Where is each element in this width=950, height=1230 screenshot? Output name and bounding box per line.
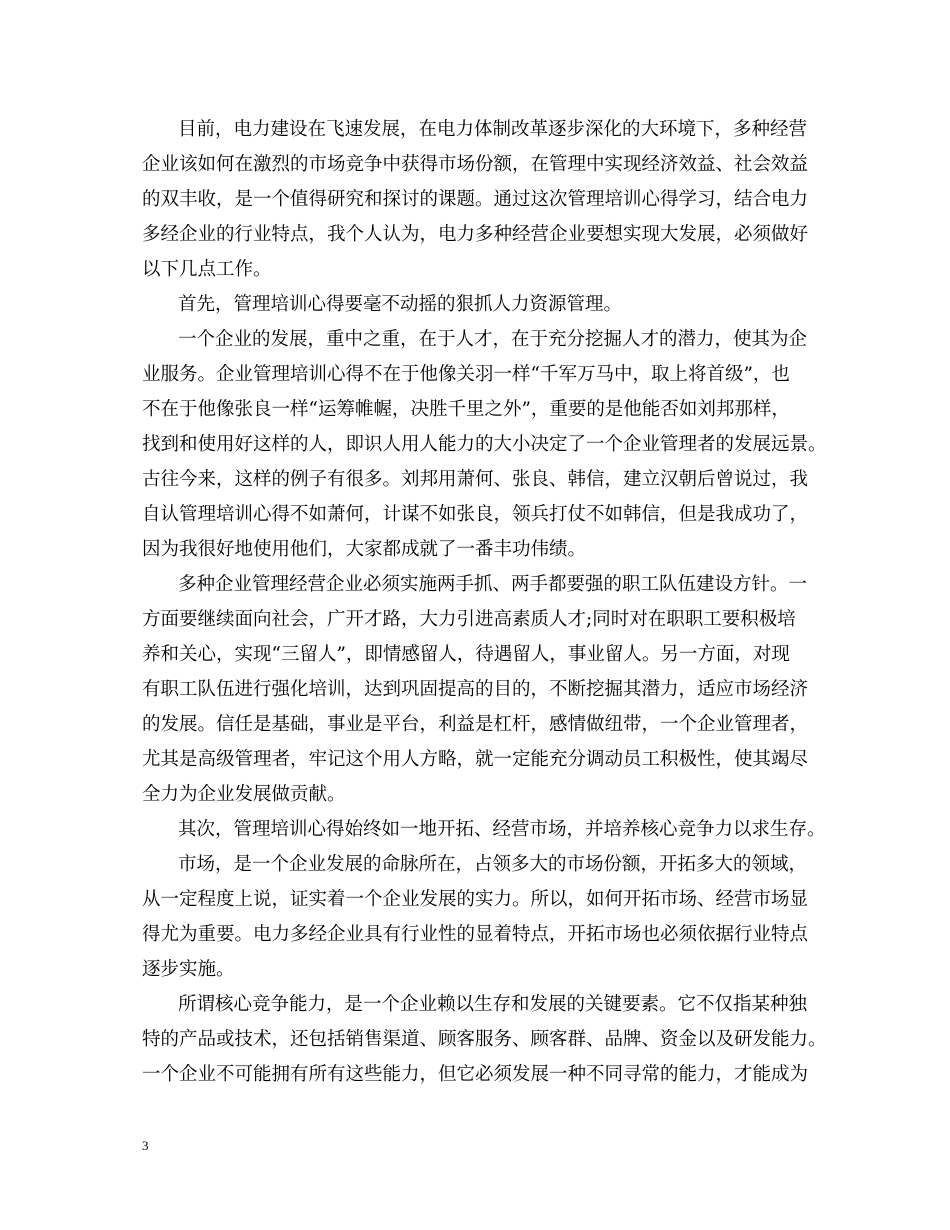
text-line: 尤其是高级管理者，牢记这个用人方略，就一定能充分调动员工积极性，使其竭尽 bbox=[142, 749, 809, 770]
text-line: 逐步实施。 bbox=[142, 959, 235, 980]
text-line: 一个企业不可能拥有所有这些能力，但它必须发展一种不同寻常的能力，才能成为 bbox=[142, 1064, 809, 1085]
text-line: 多经企业的行业特点，我个人认为，电力多种经营企业要想实现大发展，必须做好 bbox=[142, 224, 809, 245]
text-line: 首先，管理培训心得要毫不动摇的狠抓人力资源管理。 bbox=[178, 294, 623, 315]
text-line: 其次，管理培训心得始终如一地开拓、经营市场，并培养核心竞争力以求生存。 bbox=[178, 819, 826, 840]
text-line: 方面要继续面向社会，广开才路，大力引进高素质人才;同时对在职职工要积极培 bbox=[142, 609, 796, 630]
text-line: 因为我很好地使用他们，大家都成就了一番丰功伟绩。 bbox=[142, 539, 587, 560]
text-line: 自认管理培训心得不如萧何，计谋不如张良，领兵打仗不如韩信，但是我成功了， bbox=[142, 504, 809, 525]
text-line: 有职工队伍进行强化培训，达到巩固提高的目的，不断挖掘其潜力，适应市场经济 bbox=[142, 679, 809, 700]
page-number: 3 bbox=[142, 1138, 149, 1153]
text-line: 从一定程度上说，证实着一个企业发展的实力。所以，如何开拓市场、经营市场显 bbox=[142, 889, 809, 910]
text-line: 找到和使用好这样的人，即识人用人能力的大小决定了一个企业管理者的发展远景。 bbox=[142, 434, 827, 455]
text-line: 的双丰收，是一个值得研究和探讨的课题。通过这次管理培训心得学习，结合电力 bbox=[142, 189, 809, 210]
text-line: 得尤为重要。电力多经企业具有行业性的显着特点，开拓市场也必须依据行业特点 bbox=[142, 924, 809, 945]
text-line: 不在于他像张良一样“运筹帷幄，决胜千里之外”，重要的是他能否如刘邦那样， bbox=[142, 399, 790, 420]
text-line: 市场，是一个企业发展的命脉所在，占领多大的市场份额，开拓多大的领域， bbox=[178, 854, 808, 875]
text-line: 以下几点工作。 bbox=[142, 259, 272, 280]
text-line: 业服务。企业管理培训心得不在于他像关羽一样“千军万马中，取上将首级”，也 bbox=[142, 364, 790, 385]
text-line: 多种企业管理经营企业必须实施两手抓、两手都要强的职工队伍建设方针。一 bbox=[178, 574, 808, 595]
text-line: 的发展。信任是基础，事业是平台，利益是杠杆，感情做纽带，一个企业管理者， bbox=[142, 714, 809, 735]
text-line: 特的产品或技术，还包括销售渠道、顾客服务、顾客群、品牌、资金以及研发能力。 bbox=[142, 1029, 827, 1050]
text-line: 古往今来，这样的例子有很多。刘邦用萧何、张良、韩信，建立汉朝后曾说过，我 bbox=[142, 469, 809, 490]
text-line: 养和关心，实现“三留人”，即情感留人，待遇留人，事业留人。另一方面，对现 bbox=[142, 644, 790, 665]
text-line: 所谓核心竞争能力，是一个企业赖以生存和发展的关键要素。它不仅指某种独 bbox=[178, 994, 808, 1015]
text-line: 企业该如何在激烈的市场竞争中获得市场份额，在管理中实现经济效益、社会效益 bbox=[142, 154, 809, 175]
text-line: 目前，电力建设在飞速发展，在电力体制改革逐步深化的大环境下，多种经营 bbox=[178, 119, 808, 140]
text-line: 一个企业的发展，重中之重，在于人才，在于充分挖掘人才的潜力，使其为企 bbox=[178, 329, 808, 350]
text-line: 全力为企业发展做贡献。 bbox=[142, 784, 346, 805]
